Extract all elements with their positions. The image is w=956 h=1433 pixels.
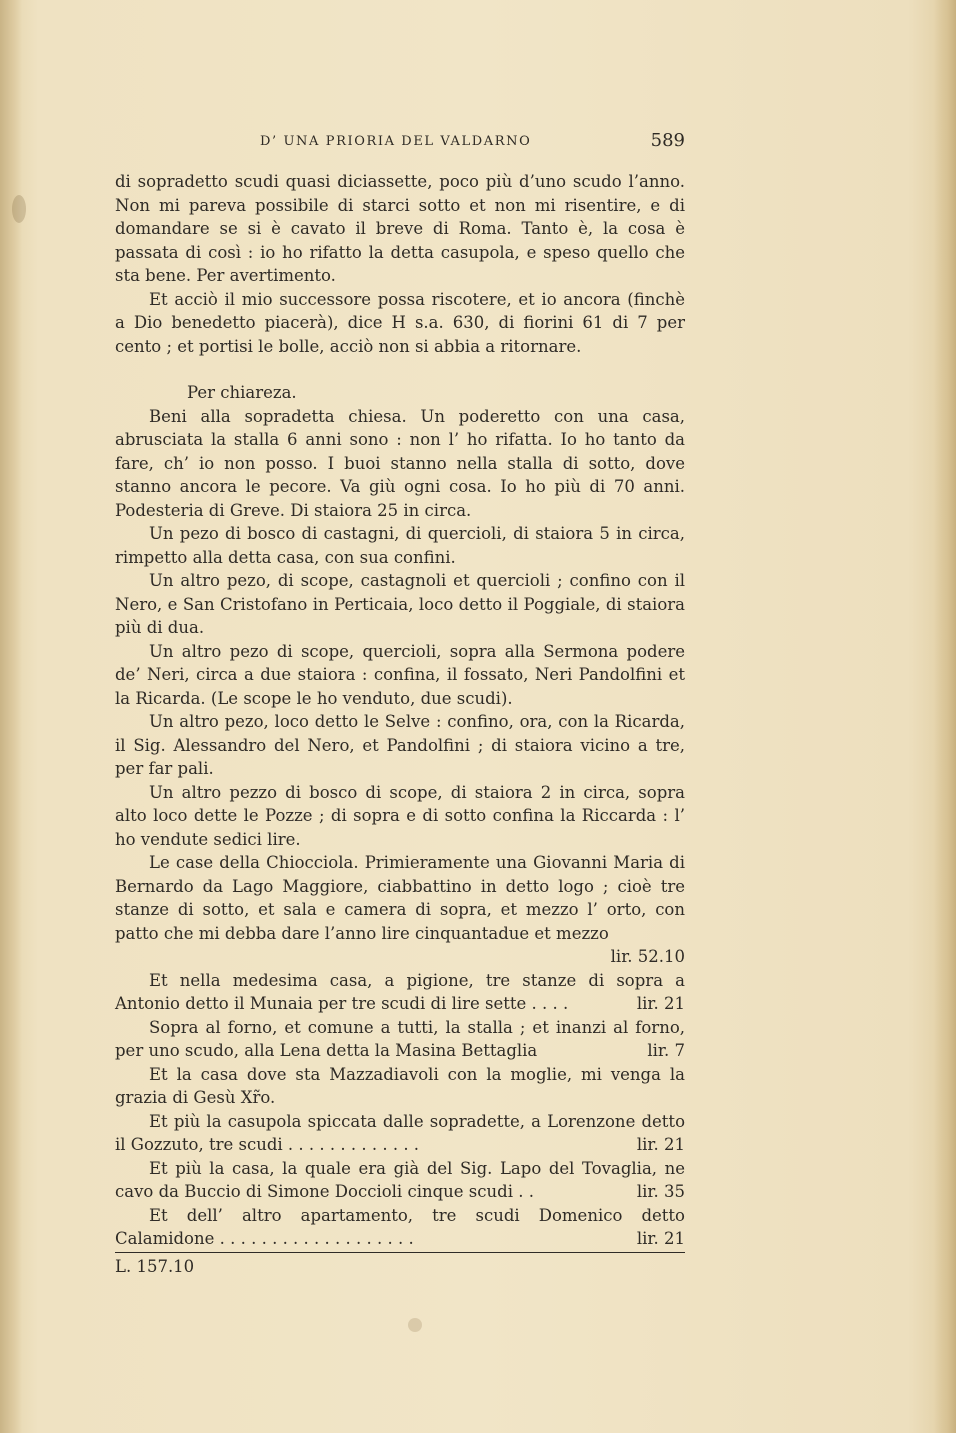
- paragraph: Et acciò il mio successore possa riscotere, et io ancora (finchè a Dio benedetto piacerà), dice H s.a. 630, di fiorini 61 di 7 per cento ; et portisi le bolle, acciò non si abbia a ritornare.: [115, 289, 685, 356]
- ledger-entry-text: Et più la casa, la quale era già del Sig. Lapo del Tovaglia, ne cavo da Buccio di Simone Doccioli cinque scudi . .: [115, 1158, 685, 1201]
- section-heading: Per chiareza.: [187, 383, 297, 402]
- ledger-entry-text: Et più la casupola spiccata dalle sopradette, a Lorenzone detto il Gozzuto, tre scudi . . . . . . . . . . . . .: [115, 1111, 685, 1154]
- paragraph: Un altro pezo, loco detto le Selve : confino, ora, con la Ricarda, il Sig. Alessandro del Nero, et Pandolfini ; di staiora vicino a tre, per far pali.: [115, 712, 685, 778]
- ledger-entry-amount: lir. 21: [636, 994, 685, 1013]
- running-title: D’ UNA PRIORIA DEL VALDARNO: [260, 134, 532, 149]
- paragraph: di sopradetto scudi quasi diciassette, poco più d’uno scudo l’anno. Non mi pareva possibile di starci sotto et non mi risentire, e di domandare se si è cavato il breve di Roma. Tanto è, la cosa è passata di così : io ho rifatto la detta casupola, e speso quello che sta bene. Per avertimento.: [115, 172, 685, 285]
- page-number: 589: [650, 130, 685, 151]
- ledger-total-amount: L. 157.10: [115, 1256, 195, 1276]
- page-edge-shadow: [934, 0, 956, 1433]
- ledger-entry: [115, 1157, 685, 1204]
- ledger-entry-amount: lir. 21: [636, 1229, 685, 1248]
- ledger-entry-amount: lir. 21: [636, 1135, 685, 1154]
- paragraph: Un altro pezo di scope, quercioli, sopra alla Sermona podere de’ Neri, circa a due staiora : confina, il fossato, Neri Pandolfini et la Ricarda. (Le scope le ho venduto, due scudi).: [115, 641, 685, 708]
- page-smudge: [12, 195, 26, 223]
- ledger-entry-text: Le case della Chiocciola. Primieramente una Giovanni Maria di Bernardo da Lago Maggiore, ciabbattino in detto logo ; cioè tre stanze di sotto, et sala e camera di sopra, et mezzo l’ orto, con patto che mi debba dare l’anno lire cinquantadue et mezzo: [115, 853, 685, 943]
- ledger-entry-text: Sopra al forno, et comune a tutti, la stalla ; et inanzi al forno, per uno scudo, alla Lena detta la Masina Bettaglia: [115, 1017, 685, 1060]
- ledger-total: [115, 1255, 685, 1279]
- ledger-entry: [115, 1016, 685, 1063]
- ledger-entry: [115, 1204, 685, 1253]
- running-header: [115, 130, 685, 154]
- body-text: [115, 170, 685, 1278]
- ledger-entry-amount: lir. 7: [647, 1041, 685, 1060]
- paragraph: Un pezo di bosco di castagni, di quercioli, di staiora 5 in circa, rimpetto alla detta casa, con sua confini.: [115, 524, 685, 567]
- paragraph: Beni alla sopradetta chiesa. Un poderetto con una casa, abrusciata la stalla 6 anni sono : non l’ ho rifatta. Io ho tanto da fare, ch’ io non posso. I buoi stanno nella stalla di sotto, dove stanno ancora le pecore. Va giù ogni cosa. Io ho più di 70 anni. Podesteria di Greve. Di staiora 25 in circa.: [115, 406, 685, 520]
- page-stain: [408, 1318, 422, 1332]
- ledger-entry-amount: lir. 52.10: [610, 947, 685, 966]
- paragraph: Un altro pezo, di scope, castagnoli et quercioli ; confino con il Nero, e San Cristofano in Perticaia, loco detto il Poggiale, di staiora più di dua.: [115, 571, 685, 637]
- ledger-entry: [115, 851, 685, 966]
- ledger-entry-text: Et nella medesima casa, a pigione, tre stanze di sopra a Antonio detto il Munaia per tre scudi di lire sette . . . .: [115, 970, 685, 1013]
- ledger-entry: [115, 969, 685, 1016]
- ledger-entry-amount: lir. 35: [636, 1182, 685, 1201]
- ledger-entry-text: Et dell’ altro apartamento, tre scudi Domenico detto Calamidone . . . . . . . . . . . . . . . . . . .: [115, 1205, 685, 1248]
- paragraph: Et la casa dove sta Mazzadiavoli con la moglie, mi venga la grazia di Gesù Xr̃o.: [115, 1064, 685, 1107]
- paragraph: Un altro pezzo di bosco di scope, di staiora 2 in circa, sopra alto loco dette le Pozze ; di sopra e di sotto confina la Riccarda : l’ ho vendute sedici lire.: [115, 782, 685, 849]
- ledger-entry: [115, 1110, 685, 1157]
